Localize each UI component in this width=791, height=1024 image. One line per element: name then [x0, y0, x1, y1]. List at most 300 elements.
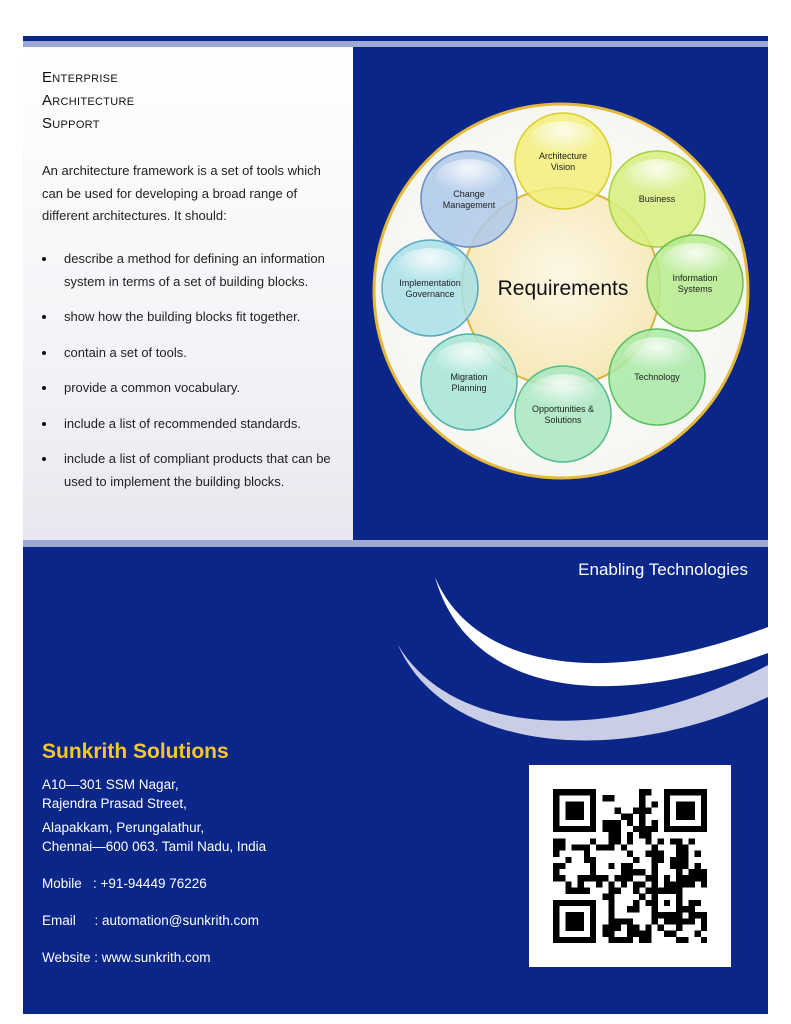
address-line: Chennai—600 063. Tamil Nadu, India — [42, 839, 267, 854]
qr-module — [621, 881, 627, 887]
qr-module — [578, 888, 584, 894]
address-line: Alapakkam, Perungalathur, — [42, 820, 205, 835]
qr-module — [553, 863, 559, 869]
qr-module — [578, 844, 584, 850]
qr-module — [559, 789, 565, 795]
email-address[interactable]: Email : automation@sunkrith.com — [42, 913, 260, 928]
qr-module — [584, 888, 590, 894]
qr-module — [689, 826, 695, 832]
qr-module — [682, 863, 688, 869]
qr-module — [559, 875, 565, 881]
qr-module — [695, 912, 701, 918]
qr-module — [689, 881, 695, 887]
qr-module — [639, 820, 645, 826]
qr-module — [553, 814, 559, 820]
qr-module — [559, 863, 565, 869]
qr-module — [584, 844, 590, 850]
qr-module — [565, 912, 571, 918]
qr-module — [615, 937, 621, 943]
qr-module — [682, 918, 688, 924]
qr-module — [695, 931, 701, 937]
qr-module — [608, 881, 614, 887]
qr-module — [676, 826, 682, 832]
qr-module — [608, 820, 614, 826]
qr-module — [578, 814, 584, 820]
qr-module — [565, 888, 571, 894]
qr-module — [571, 925, 577, 931]
qr-module — [571, 801, 577, 807]
qr-module — [590, 838, 596, 844]
qr-module — [584, 789, 590, 795]
qr-module — [627, 906, 633, 912]
qr-module — [615, 918, 621, 924]
bullet-icon — [42, 257, 46, 261]
qr-module — [590, 900, 596, 906]
qr-module — [639, 894, 645, 900]
qr-module — [553, 900, 559, 906]
qr-module — [670, 863, 676, 869]
qr-module — [676, 838, 682, 844]
qr-module — [596, 881, 602, 887]
qr-module — [571, 844, 577, 850]
qr-module — [633, 900, 639, 906]
qr-module — [670, 912, 676, 918]
qr-module — [652, 894, 658, 900]
qr-module — [584, 875, 590, 881]
qr-module — [701, 925, 707, 931]
bullet-icon — [42, 422, 46, 426]
qr-module — [578, 875, 584, 881]
qr-module — [553, 838, 559, 844]
qr-module — [645, 851, 651, 857]
bullet-icon — [42, 386, 46, 390]
qr-module — [639, 826, 645, 832]
qr-module — [682, 937, 688, 943]
qr-module — [578, 900, 584, 906]
qr-module — [670, 857, 676, 863]
qr-module — [559, 937, 565, 943]
qr-module — [676, 801, 682, 807]
qr-module — [682, 844, 688, 850]
qr-module — [621, 918, 627, 924]
center-label: Requirements — [497, 277, 629, 300]
qr-module — [608, 918, 614, 924]
list-item-text: describe a method for defining an information system in terms of a set of building blocks. — [64, 251, 325, 289]
qr-module — [602, 826, 608, 832]
qr-module — [553, 931, 559, 937]
list-item-text: show how the building blocks fit together. — [64, 309, 301, 324]
address-line: Rajendra Prasad Street, — [42, 796, 187, 811]
qr-module — [559, 826, 565, 832]
qr-module — [652, 881, 658, 887]
qr-module — [689, 869, 695, 875]
qr-module — [590, 807, 596, 813]
qr-module — [652, 900, 658, 906]
qr-module — [602, 820, 608, 826]
qr-module — [571, 900, 577, 906]
qr-module — [676, 844, 682, 850]
qr-module — [571, 937, 577, 943]
qr-module — [627, 875, 633, 881]
qr-module — [682, 875, 688, 881]
qr-module — [652, 801, 658, 807]
qr-module — [689, 875, 695, 881]
qr-module — [602, 844, 608, 850]
qr-module — [590, 869, 596, 875]
qr-module — [578, 937, 584, 943]
qr-module — [676, 900, 682, 906]
qr-module — [639, 789, 645, 795]
diagram-node-label: Technology — [634, 372, 680, 382]
qr-module — [584, 857, 590, 863]
qr-module — [578, 807, 584, 813]
qr-module — [565, 937, 571, 943]
list-item-text: include a list of recommended standards. — [64, 415, 302, 431]
qr-module — [695, 851, 701, 857]
qr-module — [627, 937, 633, 943]
qr-module — [553, 851, 559, 857]
qr-module — [615, 925, 621, 931]
diagram-node-highlight — [623, 337, 691, 377]
qr-module — [590, 801, 596, 807]
qr-module — [676, 814, 682, 820]
qr-module — [652, 875, 658, 881]
qr-module — [602, 875, 608, 881]
qr-module — [676, 906, 682, 912]
qr-module — [664, 807, 670, 813]
qr-module — [676, 875, 682, 881]
list-item — [42, 377, 332, 400]
qr-module — [565, 900, 571, 906]
qr-module — [553, 807, 559, 813]
diagram-node-label: Migration Planning — [450, 372, 488, 393]
list-item — [42, 448, 332, 493]
qr-module — [578, 918, 584, 924]
qr-module — [590, 863, 596, 869]
qr-module — [695, 869, 701, 875]
qr-code-box — [529, 765, 731, 967]
qr-module — [676, 881, 682, 887]
qr-module — [670, 881, 676, 887]
qr-module — [553, 918, 559, 924]
qr-module — [676, 851, 682, 857]
bullet-icon — [42, 351, 46, 355]
qr-module — [559, 844, 565, 850]
qr-module — [590, 931, 596, 937]
qr-module — [608, 912, 614, 918]
bullet-icon — [42, 315, 46, 319]
qr-module — [608, 937, 614, 943]
qr-module — [695, 826, 701, 832]
qr-module — [633, 931, 639, 937]
qr-module — [627, 832, 633, 838]
qr-module — [701, 801, 707, 807]
architecture-diagram — [370, 102, 752, 484]
qr-module — [565, 789, 571, 795]
qr-module — [670, 838, 676, 844]
website-link[interactable]: Website : www.sunkrith.com — [42, 950, 211, 965]
qr-module — [676, 807, 682, 813]
qr-module — [608, 906, 614, 912]
qr-module — [701, 814, 707, 820]
address-line: A10—301 SSM Nagar, — [42, 777, 179, 792]
qr-module — [652, 863, 658, 869]
bullet-icon — [42, 457, 46, 461]
qr-module — [621, 937, 627, 943]
qr-module — [584, 826, 590, 832]
qr-module — [658, 925, 664, 931]
diagram-node-highlight — [623, 159, 691, 199]
qr-module — [652, 844, 658, 850]
qr-module — [695, 789, 701, 795]
qr-module — [608, 832, 614, 838]
qr-module — [682, 814, 688, 820]
qr-module — [615, 826, 621, 832]
qr-module — [553, 912, 559, 918]
qr-module — [553, 801, 559, 807]
qr-module — [578, 801, 584, 807]
qr-module — [658, 888, 664, 894]
qr-module — [590, 814, 596, 820]
qr-module — [571, 826, 577, 832]
qr-module — [682, 881, 688, 887]
qr-module — [553, 789, 559, 795]
qr-module — [664, 820, 670, 826]
qr-module — [682, 789, 688, 795]
qr-module — [590, 918, 596, 924]
qr-module — [590, 925, 596, 931]
qr-module — [639, 814, 645, 820]
diagram-node-label: Change Management — [442, 189, 496, 210]
qr-module — [621, 869, 627, 875]
qr-module — [553, 869, 559, 875]
qr-module — [590, 826, 596, 832]
qr-module — [571, 912, 577, 918]
qr-module — [652, 912, 658, 918]
list-item-text: contain a set of tools. — [64, 344, 187, 360]
qr-module — [676, 857, 682, 863]
qr-module — [621, 844, 627, 850]
qr-module — [633, 906, 639, 912]
qr-module — [596, 875, 602, 881]
qr-module — [627, 925, 633, 931]
qr-module — [645, 925, 651, 931]
list-item — [42, 342, 332, 365]
qr-module — [639, 869, 645, 875]
mobile-number: Mobile : +91-94449 76226 — [42, 876, 207, 891]
qr-module — [627, 838, 633, 844]
section-title-line: Support — [42, 115, 100, 132]
qr-module — [639, 832, 645, 838]
qr-module — [553, 826, 559, 832]
qr-module — [689, 807, 695, 813]
qr-module — [670, 826, 676, 832]
qr-module — [639, 937, 645, 943]
qr-module — [652, 826, 658, 832]
qr-module — [553, 820, 559, 826]
qr-module — [689, 918, 695, 924]
qr-module — [565, 807, 571, 813]
qr-module — [682, 807, 688, 813]
qr-module — [682, 851, 688, 857]
qr-module — [553, 906, 559, 912]
qr-module — [701, 881, 707, 887]
qr-module — [658, 912, 664, 918]
diagram-node-label: Business — [638, 194, 676, 204]
qr-module — [670, 888, 676, 894]
qr-module — [621, 814, 627, 820]
qr-module — [664, 912, 670, 918]
qr-module — [676, 869, 682, 875]
qr-module — [676, 918, 682, 924]
qr-module — [590, 795, 596, 801]
qr-module — [689, 789, 695, 795]
qr-module — [615, 820, 621, 826]
qr-module — [578, 881, 584, 887]
qr-module — [664, 918, 670, 924]
qr-module — [676, 789, 682, 795]
qr-module — [682, 826, 688, 832]
qr-module — [633, 888, 639, 894]
qr-module — [590, 875, 596, 881]
qr-code-icon — [553, 789, 707, 943]
qr-module — [615, 807, 621, 813]
qr-module — [645, 931, 651, 937]
qr-module — [664, 875, 670, 881]
qr-module — [584, 937, 590, 943]
qr-module — [578, 912, 584, 918]
qr-module — [571, 814, 577, 820]
qr-module — [590, 912, 596, 918]
qr-module — [695, 875, 701, 881]
qr-module — [559, 838, 565, 844]
diagram-node-label: Opportunities & Solutions — [531, 404, 595, 425]
qr-module — [633, 869, 639, 875]
qr-module — [633, 925, 639, 931]
qr-module — [639, 801, 645, 807]
qr-module — [670, 789, 676, 795]
qr-module — [578, 789, 584, 795]
qr-module — [553, 795, 559, 801]
qr-module — [658, 857, 664, 863]
qr-module — [565, 918, 571, 924]
qr-module — [652, 906, 658, 912]
qr-module — [627, 820, 633, 826]
qr-module — [633, 807, 639, 813]
qr-module — [602, 795, 608, 801]
qr-module — [615, 832, 621, 838]
qr-module — [571, 888, 577, 894]
qr-module — [590, 857, 596, 863]
qr-module — [695, 900, 701, 906]
qr-module — [701, 937, 707, 943]
qr-module — [689, 906, 695, 912]
requirements-list — [42, 248, 332, 506]
qr-module — [645, 832, 651, 838]
qr-module — [689, 900, 695, 906]
qr-module — [590, 820, 596, 826]
list-item — [42, 413, 332, 436]
qr-module — [664, 826, 670, 832]
tagline: Enabling Technologies — [578, 560, 748, 579]
qr-module — [571, 789, 577, 795]
qr-module — [689, 912, 695, 918]
qr-module — [559, 900, 565, 906]
qr-module — [645, 875, 651, 881]
qr-module — [652, 857, 658, 863]
qr-module — [701, 912, 707, 918]
qr-module — [645, 937, 651, 943]
qr-module — [627, 918, 633, 924]
company-name: Sunkrith Solutions — [42, 740, 229, 763]
qr-module — [633, 857, 639, 863]
qr-module — [584, 851, 590, 857]
qr-module — [658, 851, 664, 857]
qr-module — [590, 937, 596, 943]
qr-module — [701, 869, 707, 875]
qr-module — [584, 900, 590, 906]
qr-module — [701, 807, 707, 813]
qr-module — [627, 814, 633, 820]
diagram-node-label: Information Systems — [672, 273, 718, 294]
qr-module — [652, 888, 658, 894]
qr-module — [553, 925, 559, 931]
qr-module — [608, 838, 614, 844]
qr-module — [608, 925, 614, 931]
qr-module — [664, 881, 670, 887]
qr-module — [689, 801, 695, 807]
qr-module — [645, 900, 651, 906]
qr-module — [701, 918, 707, 924]
qr-module — [639, 931, 645, 937]
qr-module — [676, 925, 682, 931]
section-title-line: Architecture — [42, 92, 135, 109]
qr-module — [578, 925, 584, 931]
qr-module — [664, 814, 670, 820]
qr-module — [608, 863, 614, 869]
qr-module — [664, 789, 670, 795]
qr-module — [652, 851, 658, 857]
qr-module — [682, 906, 688, 912]
qr-module — [608, 931, 614, 937]
list-item — [42, 306, 332, 329]
qr-module — [596, 844, 602, 850]
qr-module — [615, 838, 621, 844]
qr-module — [689, 814, 695, 820]
qr-module — [701, 795, 707, 801]
qr-module — [676, 912, 682, 918]
qr-module — [676, 888, 682, 894]
qr-module — [645, 826, 651, 832]
qr-module — [682, 857, 688, 863]
qr-module — [701, 826, 707, 832]
qr-module — [658, 838, 664, 844]
qr-module — [701, 875, 707, 881]
qr-module — [608, 844, 614, 850]
qr-module — [608, 826, 614, 832]
qr-module — [608, 900, 614, 906]
qr-module — [627, 869, 633, 875]
qr-module — [602, 894, 608, 900]
qr-module — [571, 807, 577, 813]
qr-module — [645, 888, 651, 894]
diagram-node-label: Implementation Governance — [399, 278, 461, 299]
qr-module — [633, 881, 639, 887]
qr-module — [645, 838, 651, 844]
qr-module — [701, 789, 707, 795]
qr-module — [676, 937, 682, 943]
qr-module — [590, 789, 596, 795]
